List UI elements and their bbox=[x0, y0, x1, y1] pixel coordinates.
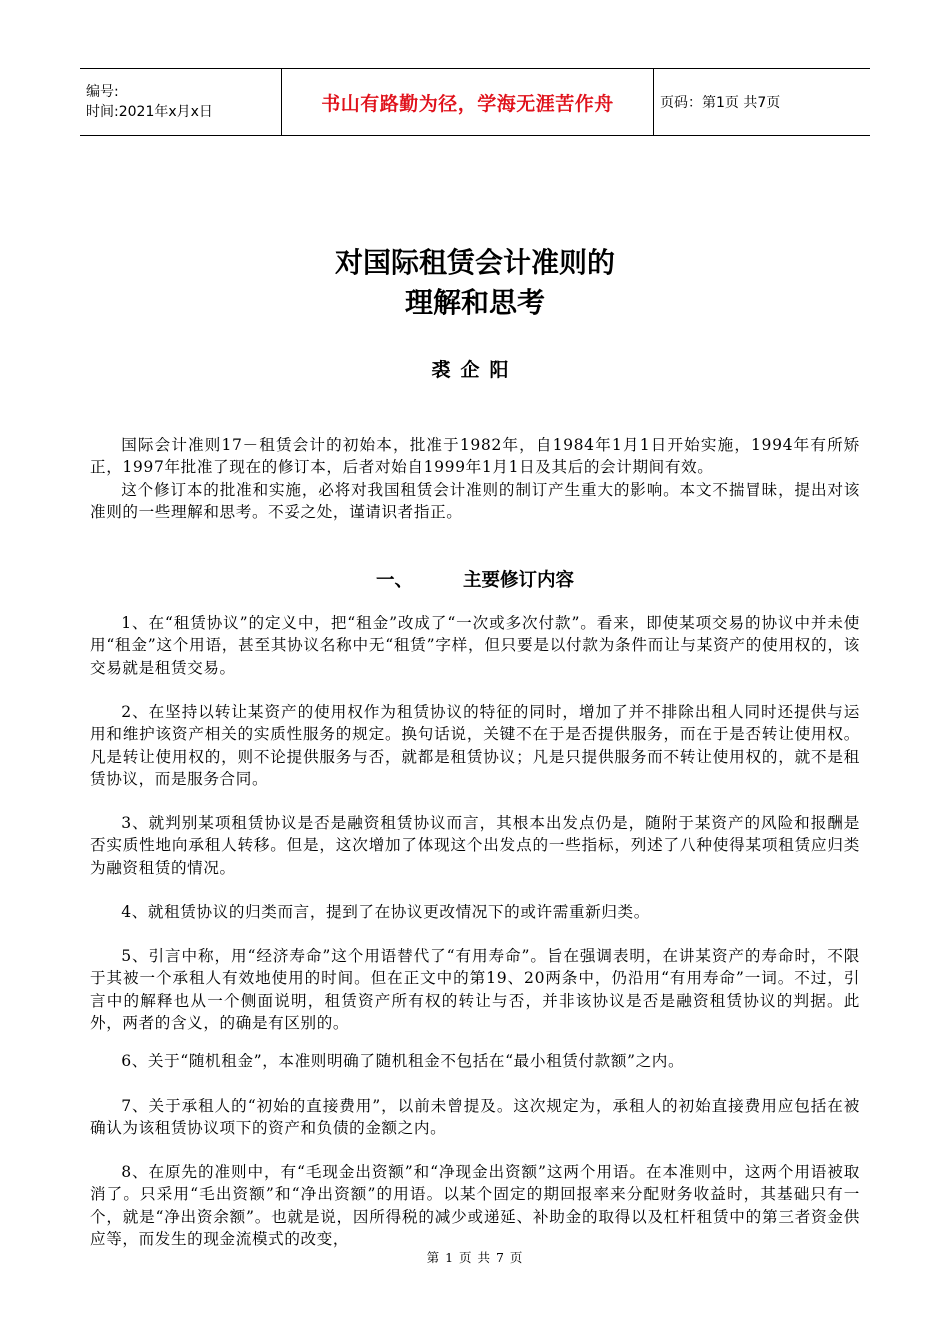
number-label: 编号: bbox=[86, 84, 119, 100]
title-line-2: 理解和思考 bbox=[404, 286, 545, 319]
header-motto: 书山有路勤为径，学海无涯苦作舟 bbox=[321, 92, 614, 115]
item-paragraph-8: 8、在原先的准则中，有“毛现金出资额”和“净现金出资额”这两个用语。在本准则中，这两个用语被取消了。只采用“毛出资额”和“净出资额”的用语。以某个固定的期回报率来分配财务收益时，其基础只有一个，就是“净出资余额”。也就是说，因所得税的减少或递延、补助金的取得以及杠杆租赁中的第三者资金供应等，而发生的现金流模式的改变， bbox=[90, 1163, 860, 1249]
page-footer: 第 1 页 共 7 页 bbox=[426, 1250, 524, 1265]
item-paragraph-6: 6、关于“随机租金”，本准则明确了随机租金不包括在“最小租赁付款额”之内。 bbox=[121, 1052, 685, 1070]
item-paragraph-5: 5、引言中称，用“经济寿命”这个用语替代了“有用寿命”。旨在强调表明，在讲某资产的寿命时，不限于其被一个承租人有效地使用的时间。但在正文中的第19、20两条中，仍沿用“有用寿命”一词。不过，引言中的解释也从一个侧面说明，租赁资产所有权的转让与否，并非该协议是否是融资租赁协议的判据。此外，两者的含义，的确是有区别的。 bbox=[90, 947, 860, 1033]
header-page-info-cell bbox=[654, 69, 870, 135]
item-paragraph-4: 4、就租赁协议的归类而言，提到了在协议更改情况下的或许需重新归类。 bbox=[121, 903, 650, 921]
time-label: 时间:2021年x月x日 bbox=[86, 104, 213, 120]
intro-block bbox=[90, 434, 860, 524]
item-paragraph-1: 1、在“租赁协议”的定义中，把“租金”改成了“一次或多次付款”。看来，即使某项交易的协议中并未使用“租金”这个用语，甚至其协议名称中无“租赁”字样，但只要是以付款为条件而让与某资产的使用权的，该交易就是租赁交易。 bbox=[90, 614, 860, 677]
item-paragraph-7: 7、关于承租人的“初始的直接费用”，以前未曾提及。这次规定为，承租人的初始直接费用应包括在被确认为该租赁协议项下的资产和负债的金额之内。 bbox=[90, 1097, 860, 1138]
section-number: 一、 bbox=[375, 570, 413, 591]
document-header bbox=[80, 68, 870, 136]
header-meta bbox=[80, 69, 282, 135]
header-motto-cell bbox=[282, 69, 654, 135]
header-page-info: 页码：第1页 共7页 bbox=[660, 95, 781, 111]
item-paragraph-3: 3、就判别某项租赁协议是否是融资租赁协议而言，其根本出发点仍是，随附于某资产的风险和报酬是否实质性地向承租人转移。但是，这次增加了体现这个出发点的一些指标，列述了八种使得某项租赁应归类为融资租赁的情况。 bbox=[90, 814, 860, 877]
section-title: 主要修订内容 bbox=[463, 570, 575, 591]
section-heading bbox=[0, 566, 950, 592]
intro-paragraph: 这个修订本的批准和实施，必将对我国租赁会计准则的制订产生重大的影响。本文不揣冒昧，提出对该准则的一些理解和思考。不妥之处，谨请识者指正。 bbox=[90, 480, 860, 522]
item-paragraph-2: 2、在坚持以转让某资产的使用权作为租赁协议的特征的同时，增加了并不排除出租人同时还提供与运用和维护该资产相关的实质性服务的规定。换句话说，关键不在于是否提供服务，而在于是否转让使用权。凡是转让使用权的，则不论提供服务与否，就都是租赁协议；凡是只提供服务而不转让使用权的，就不是租赁协议，而是服务合同。 bbox=[90, 703, 860, 789]
title-line-1: 对国际租赁会计准则的 bbox=[334, 246, 615, 279]
intro-paragraph: 国际会计准则17－租赁会计的初始本，批准于1982年，自1984年1月1日开始实施，1994年有所矫正，1997年批准了现在的修订本，后者对始自1999年1月1日及其后的会计期间有效。 bbox=[90, 436, 860, 477]
author: 裘企阳 bbox=[431, 359, 519, 381]
